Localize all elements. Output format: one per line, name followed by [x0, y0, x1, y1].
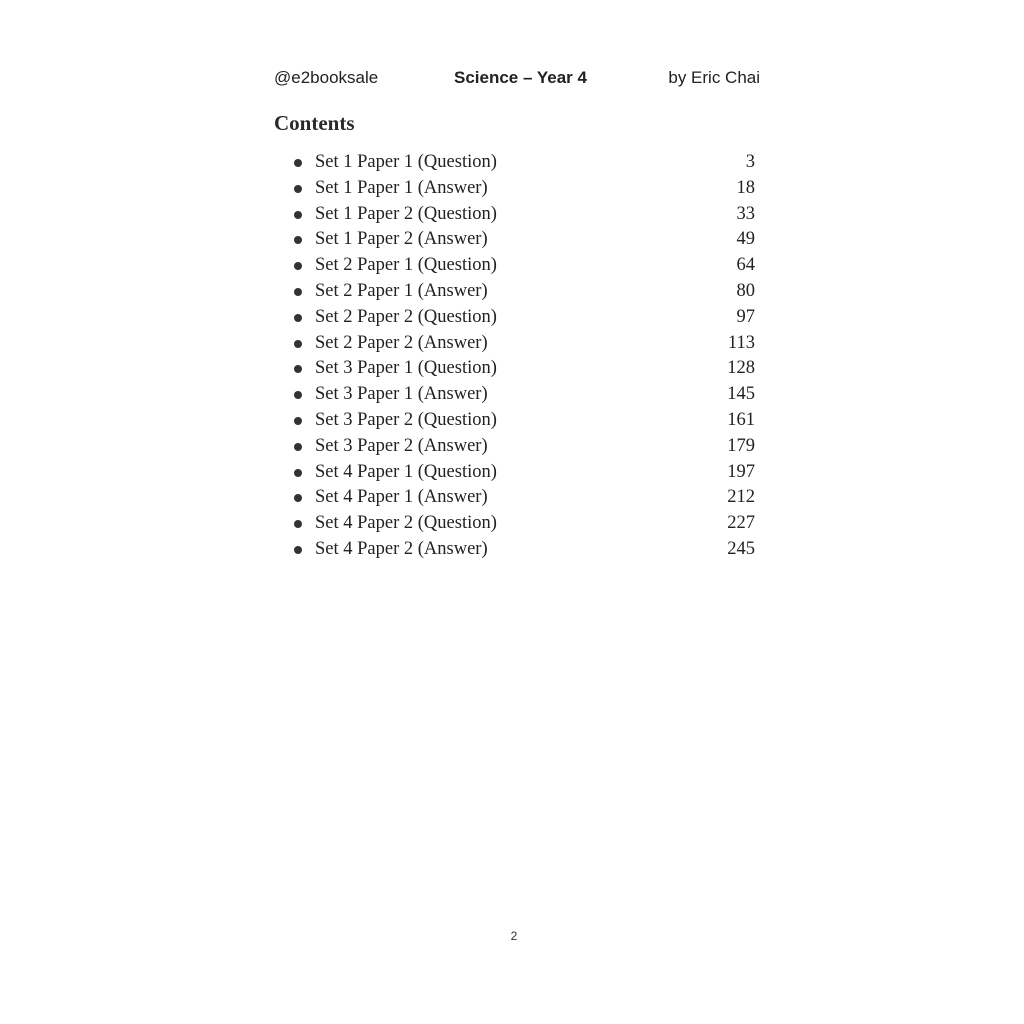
- toc-entry: [290, 176, 755, 202]
- toc-entry-label: Set 4 Paper 2 (Answer): [315, 538, 488, 559]
- toc-entry: [290, 434, 755, 460]
- toc-entry-label: Set 3 Paper 1 (Answer): [315, 384, 488, 405]
- bullet-icon: [294, 236, 302, 244]
- toc-entry-page: 197: [727, 461, 755, 482]
- bullet-icon: [294, 314, 302, 322]
- toc-entry-label: Set 2 Paper 2 (Question): [315, 306, 497, 327]
- toc-entry-label: Set 1 Paper 1 (Question): [315, 152, 497, 172]
- bullet-icon: [294, 546, 302, 554]
- toc-entry-label: Set 4 Paper 1 (Question): [315, 461, 497, 482]
- toc-entry-label: Set 2 Paper 1 (Question): [315, 255, 497, 276]
- toc-entry-label: Set 1 Paper 2 (Answer): [315, 229, 488, 250]
- contents-heading: Contents: [274, 111, 355, 135]
- header-author: by Eric Chai: [668, 68, 760, 87]
- toc-entry: [290, 485, 755, 511]
- toc-entry: [290, 202, 755, 228]
- toc-entry-page: 227: [727, 513, 755, 534]
- header-handle: @e2booksale: [274, 68, 379, 87]
- page-header: [274, 68, 760, 92]
- bullet-icon: [294, 185, 302, 193]
- toc-entry: [290, 382, 755, 408]
- bullet-icon: [294, 469, 302, 477]
- toc-entry-page: 97: [736, 306, 755, 327]
- toc-entry-page: 161: [727, 409, 755, 430]
- bullet-icon: [294, 391, 302, 399]
- bullet-icon: [294, 262, 302, 270]
- toc-entry-page: 33: [736, 203, 755, 224]
- toc-entry-label: Set 1 Paper 1 (Answer): [315, 177, 488, 198]
- toc-entry-page: 128: [727, 358, 755, 379]
- toc-entry-label: Set 2 Paper 1 (Answer): [315, 280, 488, 301]
- bullet-icon: [294, 211, 302, 219]
- toc-entry-label: Set 4 Paper 2 (Question): [315, 513, 497, 534]
- toc-entry-label: Set 3 Paper 2 (Answer): [315, 435, 488, 456]
- toc-entry-page: 212: [727, 487, 755, 508]
- toc-entry: [290, 408, 755, 434]
- bullet-icon: [294, 443, 302, 451]
- toc-entry-page: 64: [736, 255, 755, 276]
- bullet-icon: [294, 520, 302, 528]
- toc-entry-page: 113: [727, 332, 755, 353]
- header-subject-title: Science – Year 4: [454, 68, 587, 87]
- toc-entry: [290, 150, 755, 176]
- bullet-icon: [294, 288, 302, 296]
- toc-entry: [290, 227, 755, 253]
- bullet-icon: [294, 494, 302, 502]
- toc-entry: [290, 331, 755, 357]
- toc-entry-label: Set 3 Paper 1 (Question): [315, 358, 497, 379]
- toc-entry-page: 145: [727, 384, 755, 405]
- toc-entry: [290, 305, 755, 331]
- toc-entry: [290, 537, 755, 563]
- bullet-icon: [294, 159, 302, 167]
- toc-entry-page: 245: [727, 538, 755, 559]
- toc-entry-page: 179: [727, 435, 755, 456]
- bullet-icon: [294, 340, 302, 348]
- toc-entry: [290, 460, 755, 486]
- toc-entry: [290, 511, 755, 537]
- toc-entry-label: Set 2 Paper 2 (Answer): [315, 332, 488, 353]
- bullet-icon: [294, 365, 302, 373]
- toc-entry-label: Set 1 Paper 2 (Question): [315, 203, 497, 224]
- toc-entry-page: 80: [736, 280, 755, 301]
- toc-entry-label: Set 3 Paper 2 (Question): [315, 409, 497, 430]
- toc-entry-page: 49: [736, 229, 755, 250]
- bullet-icon: [294, 417, 302, 425]
- toc-entry-label: Set 4 Paper 1 (Answer): [315, 487, 488, 508]
- toc-entry-page: 18: [736, 177, 755, 198]
- toc-entry-page: 3: [745, 152, 755, 172]
- table-of-contents: [290, 150, 755, 563]
- toc-entry: [290, 356, 755, 382]
- toc-entry: [290, 253, 755, 279]
- toc-entry: [290, 279, 755, 305]
- footer-page-number: 2: [510, 929, 518, 943]
